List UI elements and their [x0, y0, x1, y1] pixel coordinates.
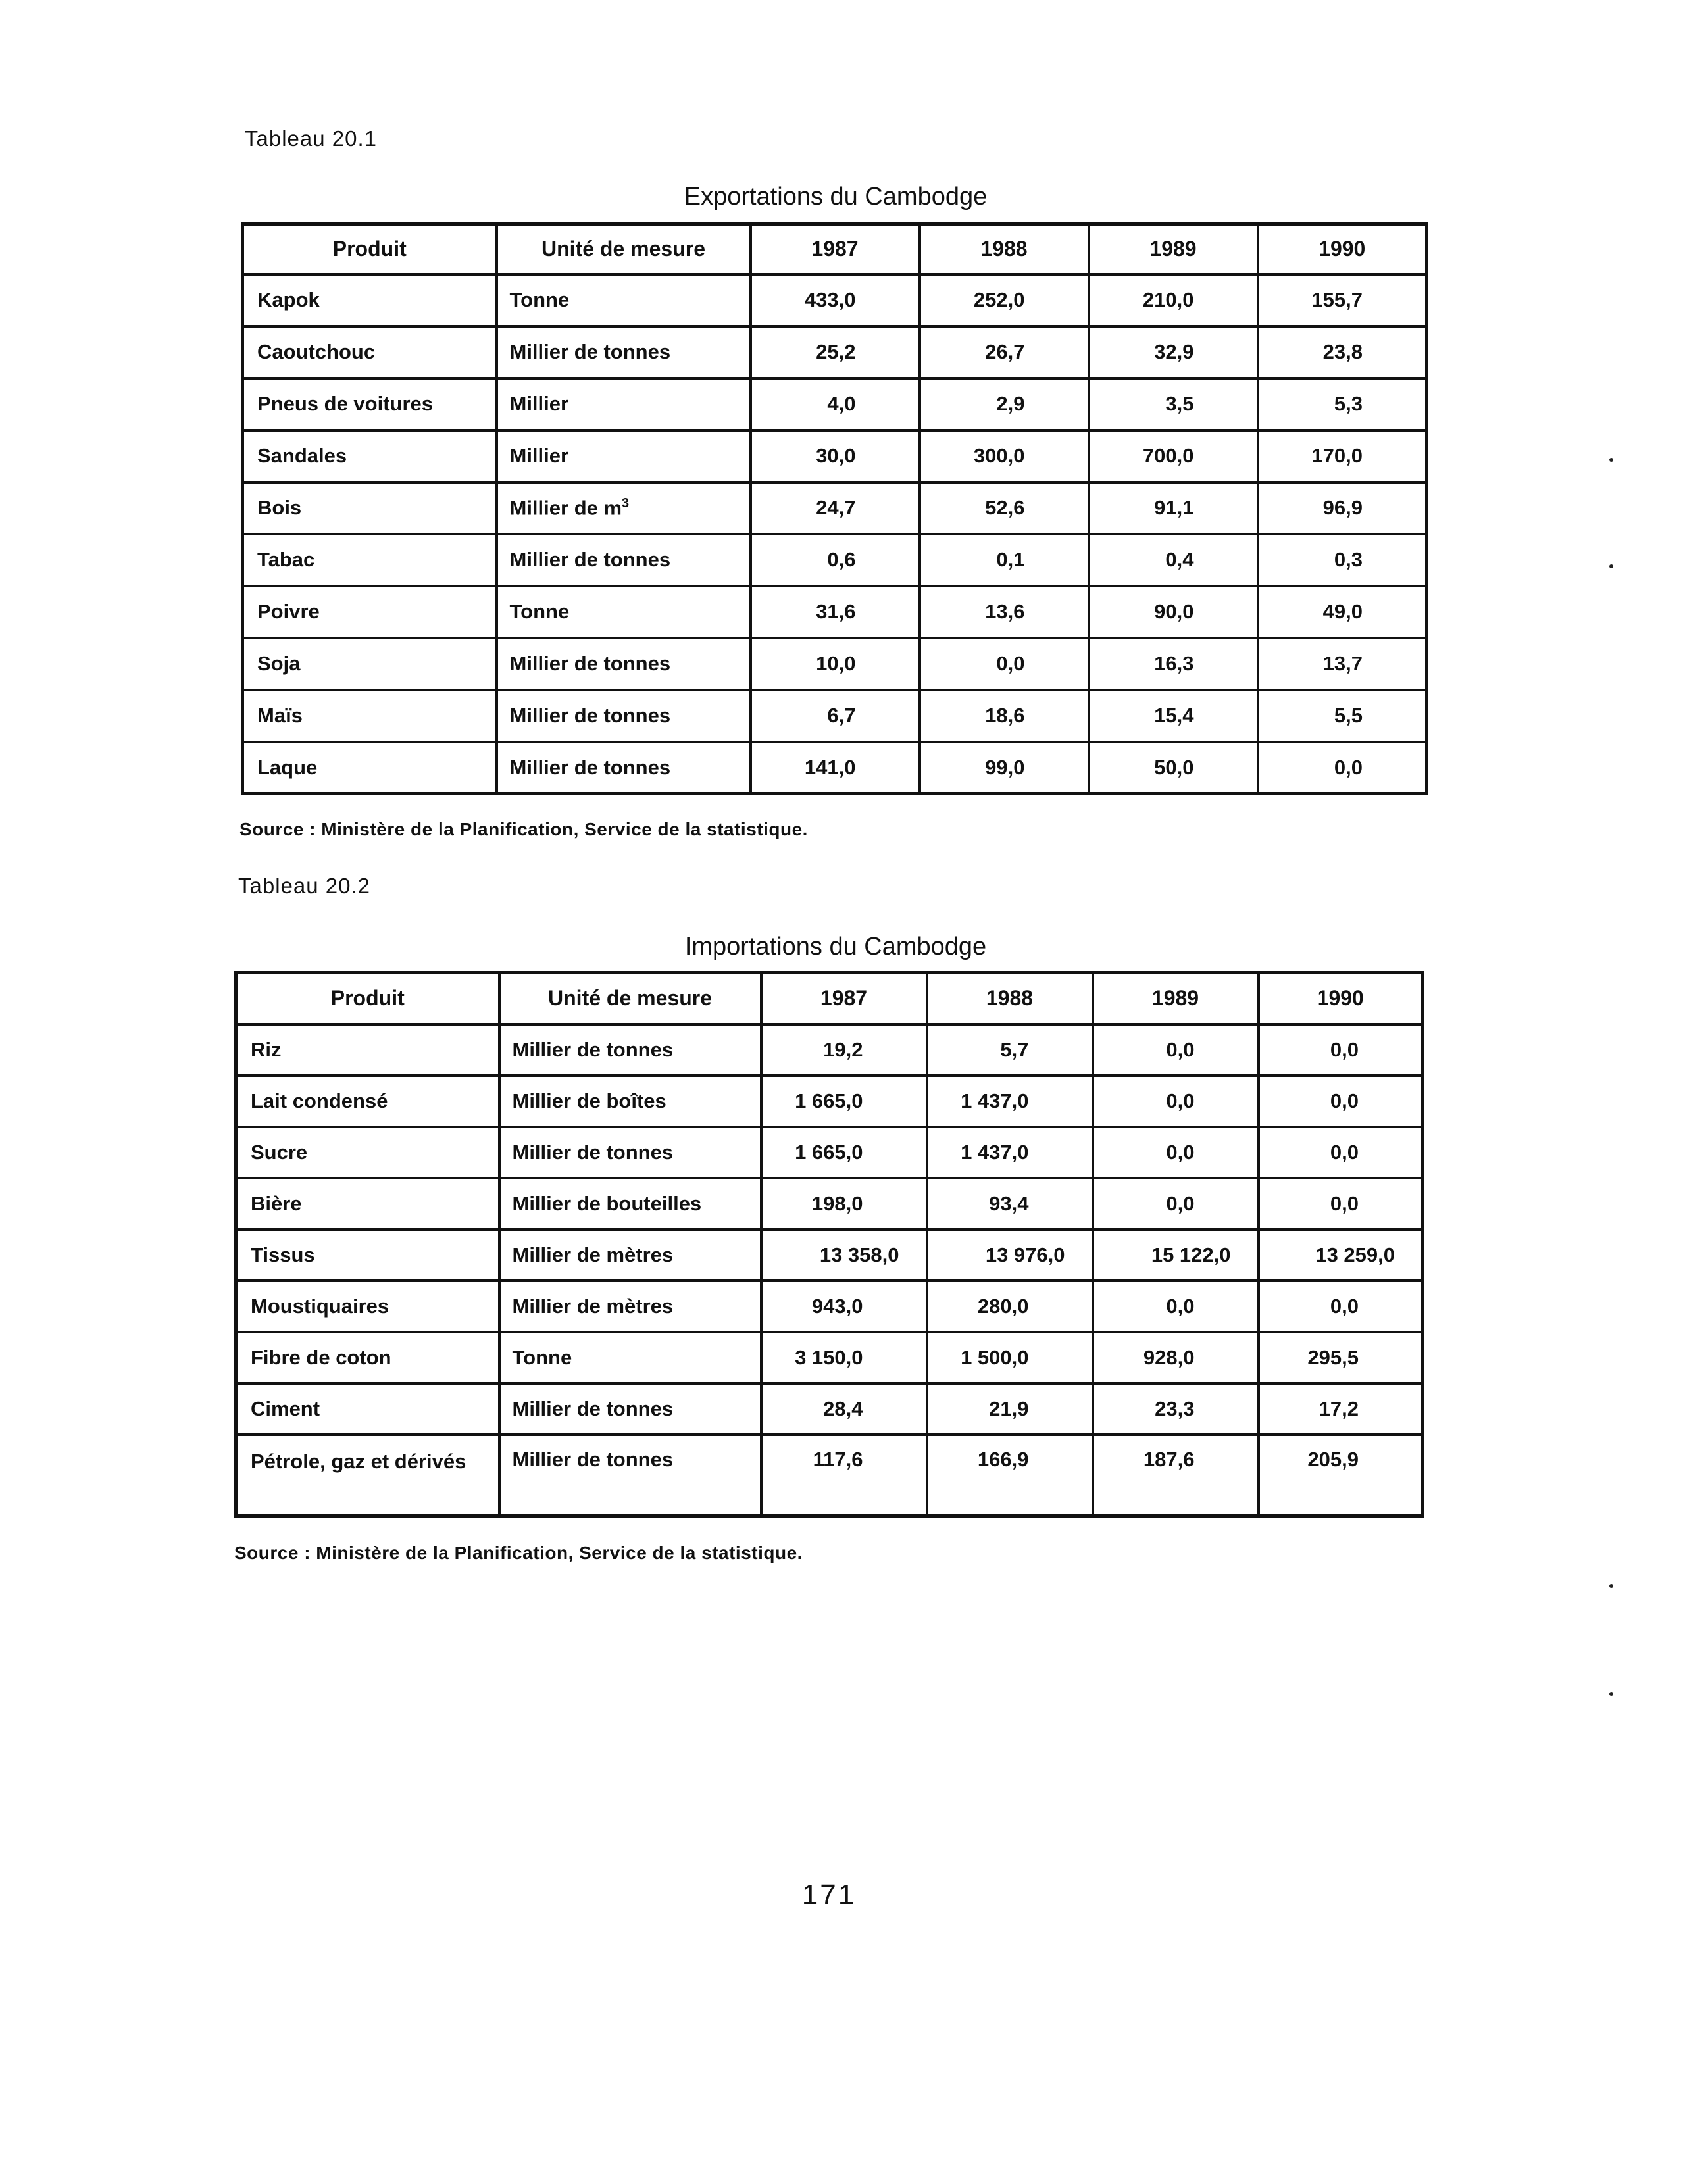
value-cell: 295,5 — [1259, 1332, 1423, 1383]
unit-cell: Millier de bouteilles — [499, 1178, 761, 1229]
value-cell: 0,0 — [1259, 1127, 1423, 1178]
product-cell: Caoutchouc — [243, 326, 497, 378]
product-cell: Bois — [243, 482, 497, 534]
unit-cell: Millier de tonnes — [499, 1127, 761, 1178]
value-cell: 117,6 — [761, 1435, 927, 1516]
value-cell: 93,4 — [927, 1178, 1093, 1229]
value-cell: 0,0 — [1093, 1024, 1259, 1076]
value-cell: 0,1 — [920, 534, 1089, 586]
value-cell: 1 437,0 — [927, 1127, 1093, 1178]
value-cell: 0,0 — [1259, 1076, 1423, 1127]
value-cell: 28,4 — [761, 1383, 927, 1435]
product-cell: Pétrole, gaz et dérivés — [236, 1435, 499, 1516]
value-cell: 700,0 — [1089, 430, 1258, 482]
value-cell: 252,0 — [920, 274, 1089, 326]
unit-cell: Millier de tonnes — [497, 690, 751, 742]
unit-cell: Tonne — [497, 274, 751, 326]
unit-superscript: 3 — [622, 495, 630, 510]
value-cell: 433,0 — [751, 274, 920, 326]
unit-cell: Millier de mètres — [499, 1229, 761, 1281]
value-cell: 155,7 — [1258, 274, 1427, 326]
unit-cell: Millier — [497, 430, 751, 482]
value-cell: 13 259,0 — [1259, 1229, 1423, 1281]
value-cell: 0,0 — [1093, 1076, 1259, 1127]
value-cell: 943,0 — [761, 1281, 927, 1332]
value-cell: 3 150,0 — [761, 1332, 927, 1383]
value-cell: 4,0 — [751, 378, 920, 430]
table-row — [243, 482, 1427, 534]
value-cell: 91,1 — [1089, 482, 1258, 534]
table-row — [243, 430, 1427, 482]
value-cell: 0,0 — [1093, 1178, 1259, 1229]
column-header-product: Produit — [236, 973, 499, 1024]
exports-table — [241, 222, 1428, 795]
table2-source-note: Source : Ministère de la Planification, Service de la statistique. — [234, 1543, 803, 1563]
table-row — [236, 1435, 1423, 1516]
value-cell: 16,3 — [1089, 638, 1258, 690]
value-cell: 13 358,0 — [761, 1229, 927, 1281]
product-cell: Fibre de coton — [236, 1332, 499, 1383]
scan-speck — [1609, 1692, 1613, 1696]
product-cell: Tissus — [236, 1229, 499, 1281]
product-cell: Sandales — [243, 430, 497, 482]
value-cell: 49,0 — [1258, 586, 1427, 638]
value-cell: 0,0 — [1258, 742, 1427, 794]
value-cell: 31,6 — [751, 586, 920, 638]
unit-text: Millier de m — [509, 496, 622, 520]
table-row — [243, 534, 1427, 586]
value-cell: 1 437,0 — [927, 1076, 1093, 1127]
value-cell: 13 976,0 — [927, 1229, 1093, 1281]
table-row — [243, 586, 1427, 638]
product-cell: Maïs — [243, 690, 497, 742]
table1-label: Tableau 20.1 — [245, 126, 377, 151]
column-header-year: 1987 — [761, 973, 927, 1024]
value-cell: 15 122,0 — [1093, 1229, 1259, 1281]
table-row — [243, 742, 1427, 794]
table-row — [243, 638, 1427, 690]
value-cell: 300,0 — [920, 430, 1089, 482]
value-cell: 23,3 — [1093, 1383, 1259, 1435]
product-cell: Riz — [236, 1024, 499, 1076]
value-cell: 5,3 — [1258, 378, 1427, 430]
column-header-year: 1990 — [1258, 224, 1427, 274]
value-cell: 30,0 — [751, 430, 920, 482]
value-cell: 21,9 — [927, 1383, 1093, 1435]
value-cell: 5,5 — [1258, 690, 1427, 742]
value-cell: 90,0 — [1089, 586, 1258, 638]
page-number: 171 — [801, 1879, 857, 1911]
unit-cell: Millier — [497, 378, 751, 430]
value-cell: 1 665,0 — [761, 1127, 927, 1178]
value-cell: 25,2 — [751, 326, 920, 378]
table-row — [236, 1127, 1423, 1178]
table-row — [236, 1178, 1423, 1229]
unit-cell: Millier de tonnes — [499, 1383, 761, 1435]
value-cell: 99,0 — [920, 742, 1089, 794]
value-cell: 928,0 — [1093, 1332, 1259, 1383]
unit-cell: Millier de tonnes — [497, 534, 751, 586]
value-cell: 0,3 — [1258, 534, 1427, 586]
value-cell: 1 665,0 — [761, 1076, 927, 1127]
column-header-unit: Unité de mesure — [499, 973, 761, 1024]
unit-cell: Millier de tonnes — [497, 742, 751, 794]
product-cell: Bière — [236, 1178, 499, 1229]
value-cell: 19,2 — [761, 1024, 927, 1076]
scan-speck — [1609, 458, 1613, 462]
unit-cell: Millier de tonnes — [497, 326, 751, 378]
value-cell: 0,0 — [1093, 1281, 1259, 1332]
value-cell: 280,0 — [927, 1281, 1093, 1332]
value-cell: 0,4 — [1089, 534, 1258, 586]
column-header-unit: Unité de mesure — [497, 224, 751, 274]
scan-speck — [1609, 564, 1613, 568]
value-cell: 3,5 — [1089, 378, 1258, 430]
table-row — [243, 690, 1427, 742]
value-cell: 0,0 — [1259, 1281, 1423, 1332]
value-cell: 198,0 — [761, 1178, 927, 1229]
value-cell: 170,0 — [1258, 430, 1427, 482]
value-cell: 10,0 — [751, 638, 920, 690]
table-row — [236, 1076, 1423, 1127]
value-cell: 23,8 — [1258, 326, 1427, 378]
column-header-year: 1988 — [920, 224, 1089, 274]
table-row — [243, 378, 1427, 430]
table-row — [236, 1229, 1423, 1281]
column-header-year: 1989 — [1093, 973, 1259, 1024]
value-cell: 187,6 — [1093, 1435, 1259, 1516]
value-cell: 13,7 — [1258, 638, 1427, 690]
table-row — [236, 1332, 1423, 1383]
value-cell: 205,9 — [1259, 1435, 1423, 1516]
unit-cell: Millier de boîtes — [499, 1076, 761, 1127]
value-cell: 0,6 — [751, 534, 920, 586]
value-cell: 13,6 — [920, 586, 1089, 638]
unit-cell: Millier de tonnes — [499, 1435, 761, 1516]
value-cell: 5,7 — [927, 1024, 1093, 1076]
product-cell: Laque — [243, 742, 497, 794]
value-cell: 32,9 — [1089, 326, 1258, 378]
table1-title: Exportations du Cambodge — [684, 183, 988, 211]
value-cell: 50,0 — [1089, 742, 1258, 794]
unit-cell: Millier de tonnes — [497, 638, 751, 690]
table-row — [236, 1383, 1423, 1435]
value-cell: 96,9 — [1258, 482, 1427, 534]
value-cell: 0,0 — [1093, 1127, 1259, 1178]
value-cell: 0,0 — [1259, 1178, 1423, 1229]
column-header-year: 1989 — [1089, 224, 1258, 274]
value-cell: 1 500,0 — [927, 1332, 1093, 1383]
unit-cell: Tonne — [497, 586, 751, 638]
unit-cell: Millier de tonnes — [499, 1024, 761, 1076]
value-cell: 0,0 — [1259, 1024, 1423, 1076]
table-row — [236, 1024, 1423, 1076]
value-cell: 52,6 — [920, 482, 1089, 534]
column-header-product: Produit — [243, 224, 497, 274]
column-header-year: 1988 — [927, 973, 1093, 1024]
product-cell: Moustiquaires — [236, 1281, 499, 1332]
product-cell: Poivre — [243, 586, 497, 638]
value-cell: 15,4 — [1089, 690, 1258, 742]
table-row — [243, 274, 1427, 326]
product-cell: Lait condensé — [236, 1076, 499, 1127]
value-cell: 26,7 — [920, 326, 1089, 378]
product-cell: Sucre — [236, 1127, 499, 1178]
product-cell: Kapok — [243, 274, 497, 326]
value-cell: 24,7 — [751, 482, 920, 534]
value-cell: 0,0 — [920, 638, 1089, 690]
imports-table — [234, 971, 1424, 1518]
table-row — [243, 326, 1427, 378]
column-header-year: 1987 — [751, 224, 920, 274]
value-cell: 141,0 — [751, 742, 920, 794]
unit-cell — [497, 482, 751, 534]
unit-cell: Tonne — [499, 1332, 761, 1383]
product-cell: Pneus de voitures — [243, 378, 497, 430]
table1-source-note: Source : Ministère de la Planification, Service de la statistique. — [239, 819, 808, 839]
product-cell: Ciment — [236, 1383, 499, 1435]
table2-label: Tableau 20.2 — [238, 874, 370, 898]
product-cell: Soja — [243, 638, 497, 690]
value-cell: 17,2 — [1259, 1383, 1423, 1435]
value-cell: 6,7 — [751, 690, 920, 742]
value-cell: 2,9 — [920, 378, 1089, 430]
table-row — [236, 1281, 1423, 1332]
product-cell: Tabac — [243, 534, 497, 586]
table2-title: Importations du Cambodge — [684, 933, 987, 960]
value-cell: 166,9 — [927, 1435, 1093, 1516]
column-header-year: 1990 — [1259, 973, 1423, 1024]
value-cell: 18,6 — [920, 690, 1089, 742]
unit-cell: Millier de mètres — [499, 1281, 761, 1332]
scan-speck — [1609, 1584, 1613, 1588]
value-cell: 210,0 — [1089, 274, 1258, 326]
